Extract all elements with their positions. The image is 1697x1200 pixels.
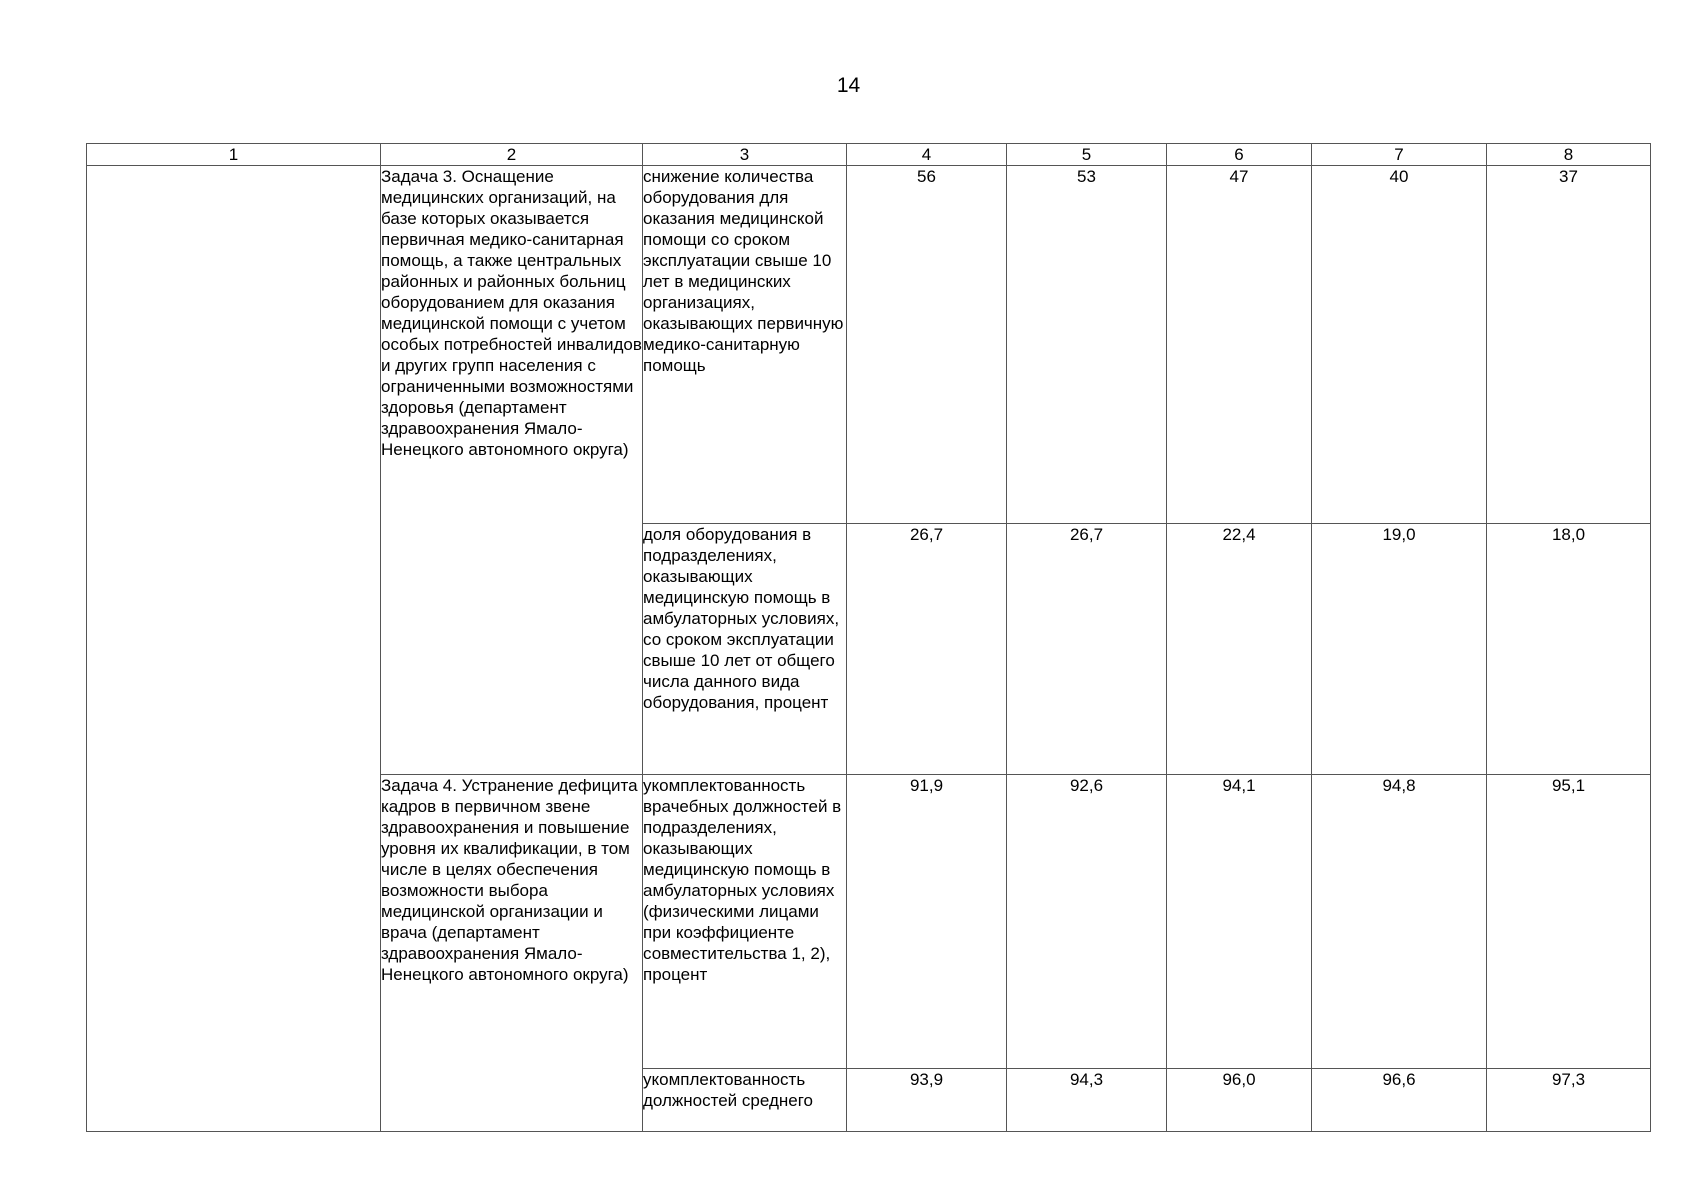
task-3-cell: Задача 3. Оснащение медицинских организаций, на базе которых оказывается первичная медико-санитарная помощь, а также центральных районных и районных больниц оборудованием для оказания медицинской помощи с учетом особых потребностей инвалидов и других групп населения с ограниченными возможностями здоровья (департамент здравоохранения Ямало-Ненецкого автономного округа) [381,166,643,775]
indicator-value: 26,7 [1007,524,1167,775]
indicator-value: 91,9 [847,775,1007,1069]
indicator-value: 94,3 [1007,1069,1167,1132]
col-header-6: 6 [1167,144,1312,166]
indicator-value: 96,6 [1312,1069,1487,1132]
table-row [87,166,1651,524]
col-header-2: 2 [381,144,643,166]
indicator-value: 19,0 [1312,524,1487,775]
col-header-4: 4 [847,144,1007,166]
indicator-value: 95,1 [1487,775,1651,1069]
indicator-value: 93,9 [847,1069,1007,1132]
page-number: 14 [836,74,861,97]
indicator-name: укомплектованность врачебных должностей в подразделениях, оказывающих медицинскую помощь в амбулаторных условиях (физическими лицами при коэффициенте совместительства 1, 2), процент [643,775,847,1069]
indicator-value: 94,8 [1312,775,1487,1069]
col-header-5: 5 [1007,144,1167,166]
indicator-value: 22,4 [1167,524,1312,775]
header-row [87,144,1651,166]
indicator-value: 47 [1167,166,1312,524]
indicator-value: 18,0 [1487,524,1651,775]
empty-column-1-cell [87,166,381,1132]
task-4-cell: Задача 4. Устранение дефицита кадров в первичном звене здравоохранения и повышение уровня их квалификации, в том числе в целях обеспечения возможности выбора медицинской организации и врача (департамент здравоохранения Ямало-Ненецкого автономного округа) [381,775,643,1132]
indicator-value: 97,3 [1487,1069,1651,1132]
indicators-table [86,143,1651,1132]
indicator-value: 26,7 [847,524,1007,775]
col-header-1: 1 [87,144,381,166]
indicator-value: 96,0 [1167,1069,1312,1132]
indicator-name: укомплектованность должностей среднего [643,1069,847,1132]
indicator-value: 56 [847,166,1007,524]
indicator-value: 92,6 [1007,775,1167,1069]
col-header-3: 3 [643,144,847,166]
indicator-value: 53 [1007,166,1167,524]
indicator-value: 37 [1487,166,1651,524]
indicator-name: снижение количества оборудования для оказания медицинской помощи со сроком эксплуатации свыше 10 лет в медицинских организациях, оказывающих первичную медико-санитарную помощь [643,166,847,524]
indicator-value: 94,1 [1167,775,1312,1069]
col-header-7: 7 [1312,144,1487,166]
indicator-value: 40 [1312,166,1487,524]
indicator-name: доля оборудования в подразделениях, оказывающих медицинскую помощь в амбулаторных условиях, со сроком эксплуатации свыше 10 лет от общего числа данного вида оборудования, процент [643,524,847,775]
col-header-8: 8 [1487,144,1651,166]
